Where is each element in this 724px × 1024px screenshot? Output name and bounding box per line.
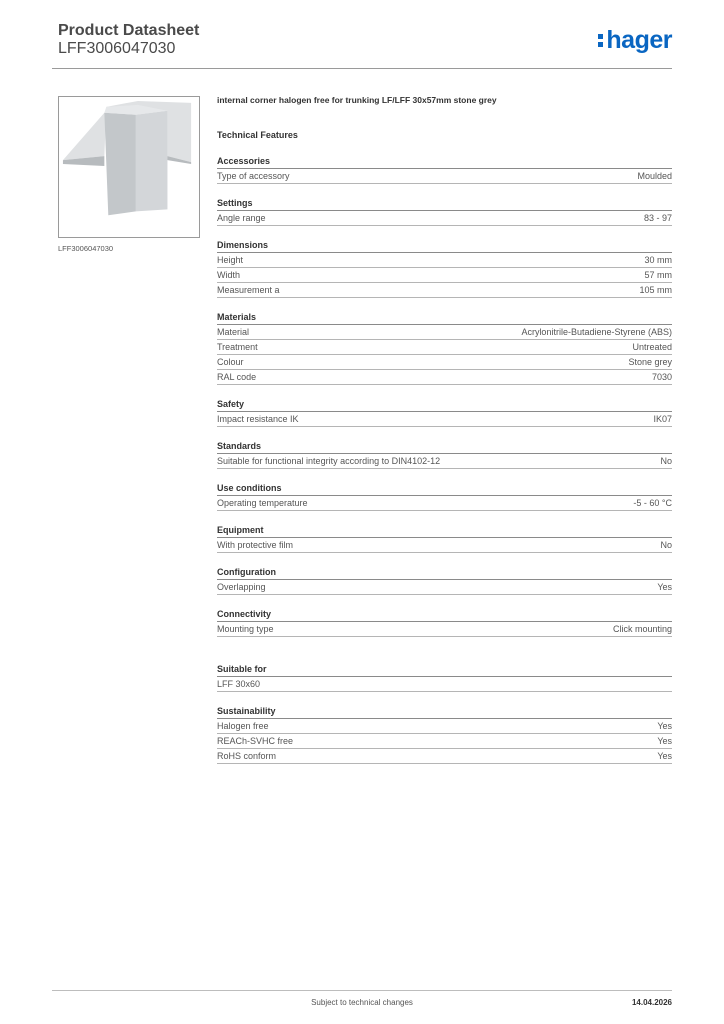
feature-row [217, 749, 672, 764]
image-caption: LFF3006047030 [58, 244, 114, 253]
feature-label: Height [217, 255, 244, 265]
section-title: Safety [217, 398, 672, 412]
feature-label: RAL code [217, 372, 257, 382]
section-title: Materials [217, 311, 672, 325]
feature-row [217, 283, 672, 298]
section-connectivity [217, 608, 672, 637]
feature-row [217, 454, 672, 469]
technical-content [217, 95, 672, 764]
feature-row [217, 719, 672, 734]
section-title: Use conditions [217, 482, 672, 496]
hager-logo [598, 26, 672, 55]
feature-label: Mounting type [217, 624, 274, 634]
feature-row [217, 370, 672, 385]
feature-label: Type of accessory [217, 171, 290, 181]
feature-label: Colour [217, 357, 244, 367]
feature-row [217, 253, 672, 268]
page-title: Product Datasheet [58, 22, 200, 39]
section-use-conditions [217, 482, 672, 511]
feature-row [217, 325, 672, 340]
feature-label: With protective film [217, 540, 294, 550]
feature-label: Suitable for functional integrity according to DIN4102-12 [217, 456, 441, 466]
section-configuration [217, 566, 672, 595]
feature-label: Impact resistance IK [217, 414, 299, 424]
feature-label: Measurement a [217, 285, 280, 295]
section-sustainability [217, 705, 672, 764]
feature-value: 57 mm [644, 270, 672, 280]
section-dimensions [217, 239, 672, 298]
section-materials [217, 311, 672, 385]
section-title: Equipment [217, 524, 672, 538]
section-title: Dimensions [217, 239, 672, 253]
feature-sections [217, 155, 672, 764]
logo-colon-icon [598, 31, 604, 49]
section-title: Accessories [217, 155, 672, 169]
footer-note: Subject to technical changes [311, 998, 413, 1007]
feature-value: No [660, 456, 672, 466]
feature-row [217, 211, 672, 226]
section-title: Configuration [217, 566, 672, 580]
product-description: internal corner halogen free for trunking LF/LFF 30x57mm stone grey [217, 95, 497, 105]
feature-value: Click mounting [612, 624, 672, 634]
section-equipment [217, 524, 672, 553]
feature-label: Overlapping [217, 582, 266, 592]
feature-value: Yes [657, 721, 672, 731]
feature-value: 83 - 97 [643, 213, 672, 223]
footer-divider [52, 990, 672, 991]
feature-value: Yes [657, 736, 672, 746]
section-accessories [217, 155, 672, 184]
feature-row [217, 340, 672, 355]
feature-value: Moulded [637, 171, 672, 181]
header-divider [52, 68, 672, 69]
feature-value: No [660, 540, 672, 550]
technical-features-heading: Technical Features [217, 130, 298, 140]
feature-value: 7030 [651, 372, 672, 382]
feature-row [217, 355, 672, 370]
footer-date: 14.04.2026 [631, 998, 672, 1007]
section-safety [217, 398, 672, 427]
feature-value: Stone grey [628, 357, 672, 367]
section-settings [217, 197, 672, 226]
feature-row [217, 538, 672, 553]
feature-row [217, 677, 672, 692]
feature-label: Treatment [217, 342, 258, 352]
section-title: Suitable for [217, 663, 672, 677]
section-title: Settings [217, 197, 672, 211]
feature-row [217, 496, 672, 511]
feature-label: Halogen free [217, 721, 269, 731]
feature-row [217, 622, 672, 637]
feature-value: 105 mm [639, 285, 672, 295]
section-suitable-for [217, 663, 672, 692]
feature-label: RoHS conform [217, 751, 277, 761]
feature-value: Acrylonitrile-Butadiene-Styrene (ABS) [521, 327, 672, 337]
feature-label: REACh-SVHC free [217, 736, 294, 746]
feature-label: Angle range [217, 213, 266, 223]
section-title: Sustainability [217, 705, 672, 719]
feature-value: Yes [657, 582, 672, 592]
product-image [58, 96, 200, 238]
feature-label: Width [217, 270, 241, 280]
feature-value: Yes [657, 751, 672, 761]
feature-row [217, 580, 672, 595]
feature-value: IK07 [653, 414, 672, 424]
feature-label: LFF 30x60 [217, 679, 261, 689]
feature-row [217, 412, 672, 427]
product-code-subtitle: LFF3006047030 [58, 40, 176, 57]
feature-row [217, 268, 672, 283]
corner-trunking-icon [59, 97, 199, 237]
section-title: Connectivity [217, 608, 672, 622]
feature-value: 30 mm [644, 255, 672, 265]
logo-text: hager [606, 26, 672, 54]
feature-value: Untreated [632, 342, 672, 352]
feature-row [217, 169, 672, 184]
section-title: Standards [217, 440, 672, 454]
section-standards [217, 440, 672, 469]
feature-value: -5 - 60 °C [633, 498, 672, 508]
feature-label: Operating temperature [217, 498, 308, 508]
feature-row [217, 734, 672, 749]
feature-label: Material [217, 327, 250, 337]
